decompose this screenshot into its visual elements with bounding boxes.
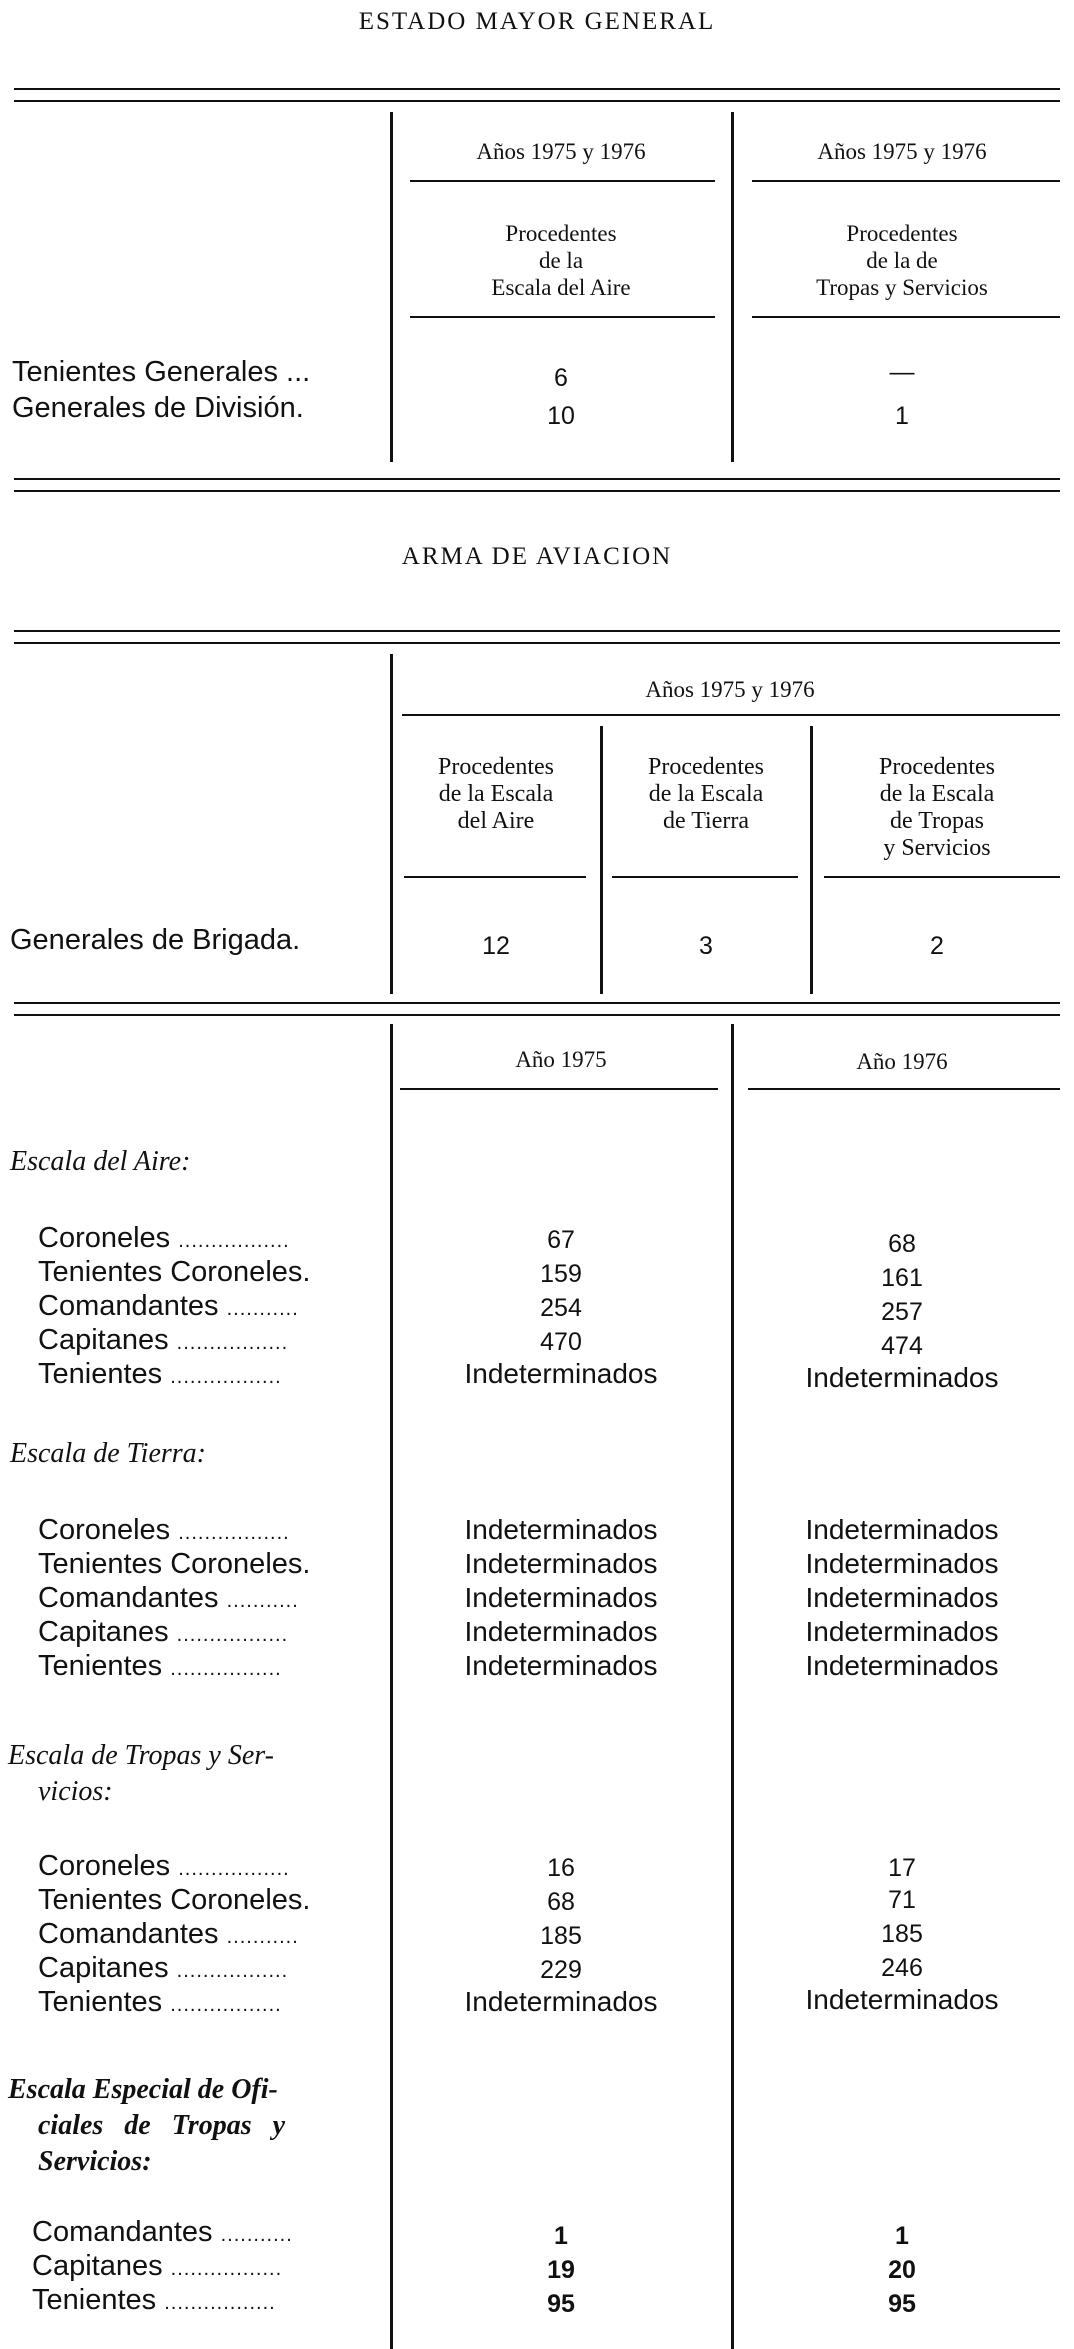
year-1976-header: Año 1976 bbox=[856, 1049, 948, 1074]
rule bbox=[14, 490, 1060, 492]
row-label: Capitanes ................. bbox=[38, 1616, 289, 1648]
estado-title: ESTADO MAYOR GENERAL bbox=[358, 8, 716, 35]
rule bbox=[410, 316, 715, 318]
row-label: Tenientes ................. bbox=[32, 2284, 276, 2316]
column-divider bbox=[390, 112, 393, 462]
cell-value: 1 bbox=[895, 2222, 909, 2250]
cell-value: 68 bbox=[888, 1230, 916, 1258]
estado-col2-year: Años 1975 y 1976 bbox=[817, 139, 987, 164]
arma-title: ARMA DE AVIACION bbox=[401, 543, 673, 570]
row-label: Tenientes ................. bbox=[38, 1986, 282, 2018]
cell-value: 17 bbox=[888, 1854, 916, 1882]
cell-value: — bbox=[889, 358, 915, 386]
estado-col1-origin: Procedentes de la Escala del Aire bbox=[491, 221, 631, 300]
cell-value: Indeterminados bbox=[464, 1514, 658, 1545]
year-1975-header: Año 1975 bbox=[515, 1047, 607, 1072]
arma-year: Años 1975 y 1976 bbox=[645, 677, 815, 702]
cell-value: 257 bbox=[881, 1298, 923, 1326]
cell-value: Indeterminados bbox=[805, 1650, 999, 1681]
row-label: Coroneles ................. bbox=[38, 1850, 290, 1882]
rule bbox=[14, 630, 1060, 632]
row-label: Tenientes Coroneles. bbox=[38, 1548, 311, 1580]
cell-value: 12 bbox=[482, 932, 510, 960]
cell-value: 1 bbox=[554, 2222, 568, 2250]
row-label: Tenientes Coroneles. bbox=[38, 1256, 311, 1288]
row-label: Tenientes Coroneles. bbox=[38, 1884, 311, 1916]
cell-value: 474 bbox=[881, 1332, 923, 1360]
cell-value: Indeterminados bbox=[805, 1362, 999, 1393]
estado-col2-origin: Procedentes de la de Tropas y Servicios bbox=[816, 221, 988, 300]
row-label: Comandantes ........... bbox=[38, 1918, 299, 1950]
rule bbox=[14, 1002, 1060, 1004]
section-heading: Escala Especial de Ofi- ciales de Tropas y Servicios: bbox=[8, 2074, 286, 2177]
cell-value: 254 bbox=[540, 1294, 582, 1322]
cell-value: 185 bbox=[881, 1920, 923, 1948]
cell-value: Indeterminados bbox=[464, 1548, 658, 1579]
cell-value: Indeterminados bbox=[464, 1986, 658, 2017]
rule bbox=[410, 180, 715, 182]
row-label: Tenientes Generales ... bbox=[12, 356, 311, 388]
cell-value: 19 bbox=[547, 2256, 575, 2284]
row-label: Capitanes ................. bbox=[38, 1324, 289, 1356]
column-divider bbox=[731, 1024, 734, 2349]
estado-col1-year: Años 1975 y 1976 bbox=[476, 139, 646, 164]
cell-value: Indeterminados bbox=[805, 1582, 999, 1613]
rule bbox=[752, 180, 1060, 182]
section-heading: Escala de Tierra: bbox=[10, 1438, 206, 1469]
rule bbox=[404, 876, 586, 878]
cell-value: 159 bbox=[540, 1260, 582, 1288]
rule bbox=[14, 1014, 1060, 1016]
cell-value: Indeterminados bbox=[464, 1358, 658, 1389]
cell-value: Indeterminados bbox=[464, 1582, 658, 1613]
cell-value: 185 bbox=[540, 1922, 582, 1950]
cell-value: Indeterminados bbox=[805, 1984, 999, 2015]
rule bbox=[824, 876, 1060, 878]
cell-value: 10 bbox=[547, 402, 575, 430]
cell-value: Indeterminados bbox=[464, 1650, 658, 1681]
row-label: Comandantes ........... bbox=[38, 1290, 299, 1322]
cell-value: 246 bbox=[881, 1954, 923, 1982]
row-label: Generales de División. bbox=[12, 392, 304, 424]
cell-value: 6 bbox=[554, 364, 568, 392]
cell-value: Indeterminados bbox=[464, 1616, 658, 1647]
row-label: Coroneles ................. bbox=[38, 1222, 290, 1254]
row-label: Generales de Brigada. bbox=[10, 924, 301, 956]
rule bbox=[402, 714, 1060, 716]
arma-col2: Procedentes de la Escala de Tierra bbox=[648, 754, 764, 834]
rule bbox=[14, 88, 1060, 90]
cell-value: Indeterminados bbox=[805, 1616, 999, 1647]
section-heading: Escala del Aire: bbox=[10, 1146, 191, 1177]
rule bbox=[14, 478, 1060, 480]
cell-value: 68 bbox=[547, 1888, 575, 1916]
arma-col3: Procedentes de la Escala de Tropas y Servicios bbox=[879, 754, 995, 861]
rule bbox=[612, 876, 798, 878]
cell-value: 95 bbox=[888, 2290, 916, 2318]
cell-value: 20 bbox=[888, 2256, 916, 2284]
column-divider bbox=[600, 726, 603, 994]
rule bbox=[14, 100, 1060, 102]
rule bbox=[400, 1088, 718, 1090]
cell-value: 161 bbox=[881, 1264, 923, 1292]
cell-value: 2 bbox=[930, 932, 944, 960]
cell-value: 95 bbox=[547, 2290, 575, 2318]
cell-value: 71 bbox=[888, 1886, 916, 1914]
row-label: Coroneles ................. bbox=[38, 1514, 290, 1546]
cell-value: 16 bbox=[547, 1854, 575, 1882]
cell-value: Indeterminados bbox=[805, 1548, 999, 1579]
section-heading: Escala de Tropas y Ser- vicios: bbox=[8, 1740, 274, 1807]
cell-value: 1 bbox=[895, 402, 909, 430]
cell-value: Indeterminados bbox=[805, 1514, 999, 1545]
cell-value: 470 bbox=[540, 1328, 582, 1356]
column-divider bbox=[390, 1024, 393, 2349]
arma-col1: Procedentes de la Escala del Aire bbox=[438, 754, 554, 834]
row-label: Capitanes ................. bbox=[38, 1952, 289, 1984]
row-label: Comandantes ........... bbox=[32, 2216, 293, 2248]
column-divider bbox=[390, 654, 393, 994]
cell-value: 67 bbox=[547, 1226, 575, 1254]
rule bbox=[748, 1088, 1060, 1090]
cell-value: 3 bbox=[699, 932, 713, 960]
cell-value: 229 bbox=[540, 1956, 582, 1984]
row-label: Tenientes ................. bbox=[38, 1358, 282, 1390]
row-label: Capitanes ................. bbox=[32, 2250, 283, 2282]
row-label: Comandantes ........... bbox=[38, 1582, 299, 1614]
rule bbox=[752, 316, 1060, 318]
column-divider bbox=[810, 726, 813, 994]
column-divider bbox=[731, 112, 734, 462]
rule bbox=[14, 642, 1060, 644]
row-label: Tenientes ................. bbox=[38, 1650, 282, 1682]
